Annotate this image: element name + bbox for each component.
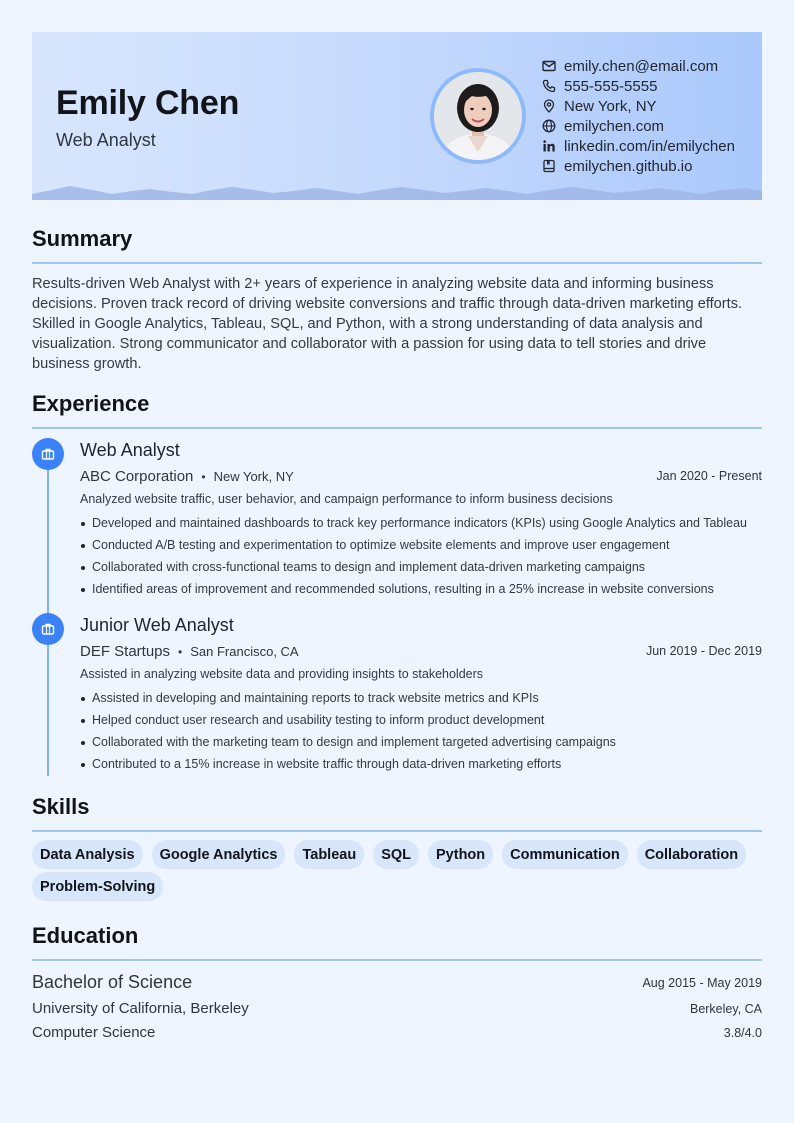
job-bullet-list (80, 514, 747, 602)
contact-phone[interactable] (542, 76, 757, 96)
skill-chip: Python (428, 840, 493, 869)
job-bullet: Collaborated with the marketing team to design and implement targeted advertising campaigns (80, 733, 616, 755)
summary-text: Results-driven Web Analyst with 2+ years of experience in analyzing website data and informing business decisions. Proven track record of driving website conversions and traffic through data-driven marketing efforts. Skilled in Google Analytics, Tableau, SQL, and Python, with a strong understanding of data analysis and visualization. Strong communicator and collaborator with a passion for using data to tell stories and drive business growth. (32, 276, 743, 372)
job-dates: Jan 2020 - Present (656, 469, 762, 483)
briefcase-icon (32, 613, 64, 645)
job-description: Analyzed website traffic, user behavior, and campaign performance to inform business decisions (80, 492, 613, 506)
candidate-name: Emily Chen (56, 84, 240, 122)
job-location: New York, NY (213, 469, 294, 484)
job-company-line (80, 468, 294, 485)
contact-email-text: emily.chen@email.com (564, 57, 719, 75)
job-company: ABC Corporation (80, 468, 194, 485)
skill-chip: Collaboration (637, 840, 746, 869)
resume-header (32, 32, 762, 200)
experience-divider (32, 427, 762, 429)
contact-website[interactable] (542, 116, 757, 136)
skill-chip: Data Analysis (32, 840, 143, 869)
summary-heading: Summary (32, 226, 133, 251)
job-bullet: Developed and maintained dashboards to track key performance indicators (KPIs) using Google Analytics and Tableau (80, 514, 747, 536)
job-bullet: Contributed to a 15% increase in website traffic through data-driven marketing efforts (80, 755, 616, 777)
contact-github-text: emilychen.github.io (564, 157, 693, 175)
job-title: Junior Web Analyst (80, 615, 234, 635)
job-location: San Francisco, CA (190, 644, 299, 659)
skills-list (32, 840, 762, 904)
job-title: Web Analyst (80, 440, 180, 460)
mail-icon (542, 59, 556, 73)
contact-linkedin[interactable] (542, 136, 757, 156)
skills-heading: Skills (32, 794, 90, 819)
education-field: Computer Science (32, 1024, 156, 1041)
contact-email[interactable] (542, 56, 757, 76)
job-bullet: Assisted in developing and maintaining reports to track website metrics and KPIs (80, 689, 616, 711)
education-heading: Education (32, 923, 139, 948)
skill-chip: Tableau (294, 840, 364, 869)
job-dates: Jun 2019 - Dec 2019 (645, 644, 762, 658)
job-company-line (80, 643, 299, 660)
location-pin-icon (542, 99, 556, 113)
separator-dot: • (201, 470, 206, 484)
header-wave-decoration (32, 184, 762, 200)
contact-github[interactable] (542, 156, 757, 176)
briefcase-icon (32, 438, 64, 470)
education-gpa: 3.8/4.0 (723, 1026, 762, 1040)
job-company: DEF Startups (80, 643, 171, 660)
skills-divider (32, 830, 762, 832)
education-school: University of California, Berkeley (32, 1000, 249, 1017)
phone-icon (542, 79, 556, 93)
job-bullet: Collaborated with cross-functional teams to design and implement data-driven marketing campaigns (80, 558, 747, 580)
job-bullet: Conducted A/B testing and experimentation to optimize website elements and improve user engagement (80, 536, 747, 558)
contact-list (542, 56, 757, 176)
candidate-role: Web Analyst (56, 130, 156, 150)
education-degree: Bachelor of Science (32, 972, 193, 992)
separator-dot: • (178, 645, 183, 659)
education-location: Berkeley, CA (689, 1002, 762, 1016)
skill-chip: Communication (502, 840, 628, 869)
github-icon (542, 159, 556, 173)
education-divider (32, 959, 762, 961)
education-dates: Aug 2015 - May 2019 (642, 976, 762, 990)
skill-chip: SQL (373, 840, 419, 869)
contact-phone-text: 555-555-5555 (564, 77, 658, 95)
globe-icon (542, 119, 556, 133)
linkedin-icon (542, 139, 556, 153)
contact-location (542, 96, 757, 116)
contact-linkedin-text: linkedin.com/in/emilychen (564, 137, 735, 155)
experience-heading: Experience (32, 391, 150, 416)
summary-divider (32, 262, 762, 264)
job-description: Assisted in analyzing website data and providing insights to stakeholders (80, 667, 484, 681)
job-bullet: Helped conduct user research and usability testing to inform product development (80, 711, 616, 733)
contact-website-text: emilychen.com (564, 117, 665, 135)
skill-chip: Google Analytics (152, 840, 286, 869)
job-bullet-list (80, 689, 616, 777)
profile-photo (430, 68, 526, 164)
skill-chip: Problem-Solving (32, 872, 163, 901)
job-bullet: Identified areas of improvement and recommended solutions, resulting in a 25% increase in website conversions (80, 580, 747, 602)
contact-location-text: New York, NY (564, 97, 657, 115)
